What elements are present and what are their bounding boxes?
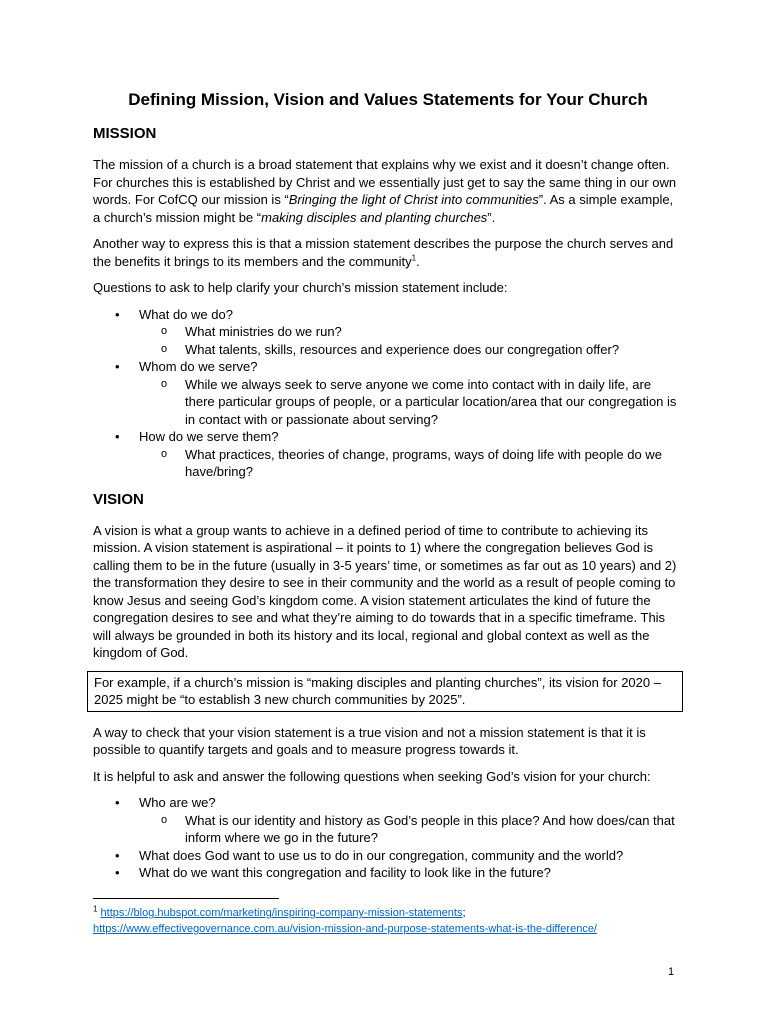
footnote-link-hubspot[interactable]: https://blog.hubspot.com/marketing/inspiring-company-mission-statements — [100, 907, 463, 919]
text-run: ; — [462, 907, 466, 919]
footnote-marker: 1 — [93, 904, 98, 914]
mission-quote: Bringing the light of Christ into communities — [288, 192, 539, 207]
vision-heading: VISION — [93, 490, 144, 508]
bullet-icon: • — [115, 865, 120, 880]
sub-list-item — [139, 812, 683, 847]
text-run: . — [416, 253, 420, 269]
footnote-reference: 1 — [411, 253, 417, 263]
list-item-text: While we always seek to serve anyone we come into contact with in daily life, are there particular groups of people, or a particular location/area that our congregation is in contact with or passionate about serving? — [185, 376, 677, 427]
list-item-text: What ministries do we run? — [185, 324, 342, 339]
sub-list-item — [139, 376, 683, 429]
list-item — [93, 428, 683, 481]
bullet-icon: • — [115, 306, 120, 322]
mission-example: making disciples and planting churches — [261, 209, 488, 225]
document-body — [93, 88, 683, 891]
sub-list — [139, 812, 683, 847]
circle-bullet-icon: o — [161, 447, 168, 460]
list-item — [93, 864, 683, 882]
list-item — [93, 794, 683, 847]
text-run: ”. — [487, 209, 496, 225]
mission-paragraph-1 — [93, 156, 683, 226]
footnote — [93, 905, 693, 937]
page-number: 1 — [668, 966, 675, 978]
list-item-text: What talents, skills, resources and experience does our congregation offer? — [185, 341, 620, 357]
circle-bullet-icon: o — [161, 325, 168, 337]
vision-example-box: For example, if a church’s mission is “making disciples and planting churches”, its vision for 2020 – 2025 might be “to establish 3 new church communities by 2025”. — [87, 671, 683, 712]
list-item-text: What does God want to use us to do in our congregation, community and the world? — [139, 847, 624, 863]
mission-paragraph-2 — [93, 235, 683, 270]
text-run: Another way to express this is that a mission statement describes the purpose the church serves and the benefits it brings to its members and the community — [93, 236, 674, 269]
text-run: The mission of a church is a broad statement that explains why we exist and it doesn’t change often. For churches this is established by Christ and we essentially just get to say the same thing in our own words. For CofCQ our mission is “ — [93, 157, 677, 207]
mission-questions-list — [93, 306, 683, 481]
bullet-icon: • — [115, 847, 120, 863]
circle-bullet-icon: o — [161, 813, 168, 826]
list-item — [93, 358, 683, 428]
sub-list-item — [139, 341, 683, 359]
list-item-text: What practices, theories of change, programs, ways of doing life with people do we have/bring? — [185, 446, 662, 479]
list-item-text: What is our identity and history as God’s people in this place? And how does/can that inform where we go in the future? — [185, 812, 675, 845]
footnote-link-effectivegovernance[interactable]: https://www.effectivegovernance.com.au/vision-mission-and-purpose-statements-what-is-the-difference/ — [93, 923, 597, 935]
list-item-text: Whom do we serve? — [139, 359, 258, 374]
list-item-text: What do we do? — [139, 306, 233, 322]
bullet-icon: • — [115, 429, 120, 444]
sub-list-item — [139, 323, 683, 341]
list-item-text: Who are we? — [139, 795, 216, 810]
list-item — [93, 306, 683, 359]
mission-paragraph-3: Questions to ask to help clarify your church’s mission statement include: — [93, 280, 508, 295]
sub-list — [139, 376, 683, 429]
vision-questions-list — [93, 794, 683, 882]
list-item-text: What do we want this congregation and facility to look like in the future? — [139, 865, 551, 880]
sub-list — [139, 446, 683, 481]
vision-paragraph-3: It is helpful to ask and answer the following questions when seeking God’s vision for your church: — [93, 768, 651, 784]
circle-bullet-icon: o — [161, 342, 168, 355]
mission-heading: MISSION — [93, 125, 157, 142]
vision-paragraph-1: A vision is what a group wants to achieve in a defined period of time to contribute to achieving its mission. A vision statement is aspirational – it points to 1) where the congregation believes God is calling them to be in the future (usually in 3-5 years’ time, or sometimes as far out as 10 years) and 2) the transformation they desire to see in their community and the world as a result of people coming to know Jesus and seeing God’s kingdom come. A vision statement articulates the kind of future the congregation desires to see and what they’re aiming to do towards that in a specific timeframe. This will always be grounded in both its history and its local, regional and global context as well as the kingdom of God. — [93, 522, 677, 660]
vision-paragraph-2: A way to check that your vision statement is a true vision and not a mission statement is that it is possible to quantify targets and goals and to measure progress towards it. — [93, 724, 646, 757]
sub-list-item — [139, 446, 683, 481]
text-run: ”. As a simple example, a church’s mission might be “ — [93, 192, 674, 225]
list-item — [93, 847, 683, 865]
circle-bullet-icon: o — [161, 377, 168, 390]
page-title: Defining Mission, Vision and Values Statements for Your Church — [128, 90, 648, 109]
bullet-icon: • — [115, 359, 120, 374]
list-item-text: How do we serve them? — [139, 429, 279, 444]
sub-list — [139, 323, 683, 358]
bullet-icon: • — [115, 795, 120, 810]
footnote-separator — [93, 898, 279, 899]
